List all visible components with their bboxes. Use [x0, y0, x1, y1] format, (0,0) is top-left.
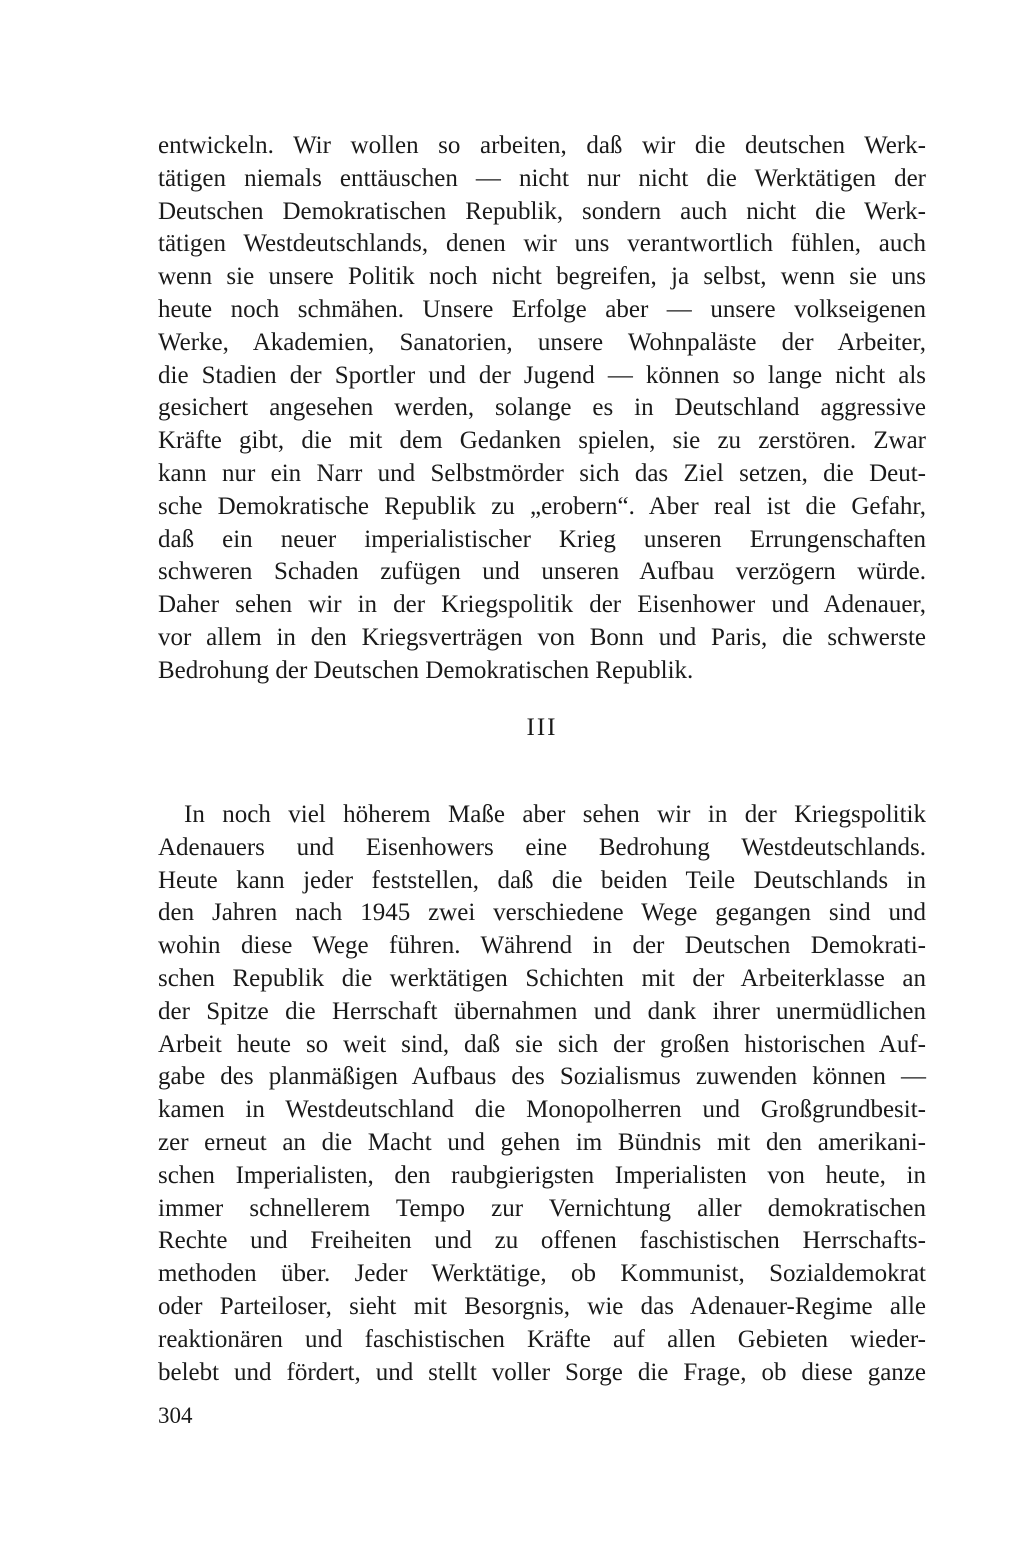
text-line: wenn sie unsere Politik noch nicht begreifen, ja selbst, wenn sie uns	[158, 263, 926, 291]
text-line: tätigen niemals enttäuschen — nicht nur nicht die Werktätigen der	[158, 164, 926, 192]
text-line: kamen in Westdeutschland die Monopolherren und Großgrundbesit-	[158, 1096, 926, 1124]
text-line: gesichert angesehen werden, solange es in Deutschland aggressive	[158, 394, 926, 422]
text-line: oder Parteiloser, sieht mit Besorgnis, wie das Adenauer-Regime alle	[158, 1292, 926, 1320]
page-number: 304	[158, 1403, 193, 1428]
text-line: sche Demokratische Republik zu „erobern“. Aber real ist die Gefahr,	[158, 492, 926, 520]
text-line: schen Imperialisten, den raubgierigsten Imperialisten von heute, in	[158, 1161, 926, 1189]
text-line: wohin diese Wege führen. Während in der Deutschen Demokrati-	[158, 932, 926, 960]
text-line: reaktionären und faschistischen Kräfte auf allen Gebieten wieder-	[158, 1325, 926, 1353]
text-line: daß ein neuer imperialistischer Krieg unseren Errungenschaften	[158, 525, 926, 553]
text-line: Kräfte gibt, die mit dem Gedanken spielen, sie zu zerstören. Zwar	[158, 427, 926, 455]
text-line: schen Republik die werktätigen Schichten mit der Arbeiterklasse an	[158, 964, 926, 992]
text-line: Heute kann jeder feststellen, daß die beiden Teile Deutschlands in	[158, 866, 926, 894]
text-line: die Stadien der Sportler und der Jugend — können so lange nicht als	[158, 361, 926, 389]
text-line: belebt und fördert, und stellt voller Sorge die Frage, ob diese ganze	[158, 1358, 926, 1386]
text-line: der Spitze die Herrschaft übernahmen und dank ihrer unermüdlichen	[158, 997, 926, 1025]
text-line: methoden über. Jeder Werktätige, ob Kommunist, Sozialdemokrat	[158, 1260, 926, 1288]
paragraph-1	[158, 130, 926, 688]
text-line: heute noch schmähen. Unsere Erfolge aber — unsere volkseigenen	[158, 295, 926, 323]
text-line: Daher sehen wir in der Kriegspolitik der Eisenhower und Adenauer,	[158, 591, 926, 619]
text-line: Werke, Akademien, Sanatorien, unsere Wohnpaläste der Arbeiter,	[158, 328, 926, 356]
text-line: schweren Schaden zufügen und unseren Aufbau verzögern würde.	[158, 558, 926, 586]
text-line: Rechte und Freiheiten und zu offenen faschistischen Herrschafts-	[158, 1227, 926, 1255]
text-line: kann nur ein Narr und Selbstmörder sich das Ziel setzen, die Deut-	[158, 459, 926, 487]
text-line: zer erneut an die Macht und gehen im Bündnis mit den amerikani-	[158, 1128, 926, 1156]
text-line: tätigen Westdeutschlands, denen wir uns verantwortlich fühlen, auch	[158, 230, 926, 258]
section-heading: III	[526, 714, 558, 741]
text-line: Arbeit heute so weit sind, daß sie sich der großen historischen Auf-	[158, 1030, 926, 1058]
paragraph-2	[158, 799, 926, 1389]
text-line: immer schnellerem Tempo zur Vernichtung aller demokratischen	[158, 1194, 926, 1222]
text-line: Bedrohung der Deutschen Demokratischen Republik.	[158, 656, 694, 684]
text-line: Adenauers und Eisenhowers eine Bedrohung Westdeutschlands.	[158, 833, 926, 861]
text-line: vor allem in den Kriegsverträgen von Bonn und Paris, die schwerste	[158, 623, 926, 651]
text-line: gabe des planmäßigen Aufbaus des Sozialismus zuwenden können —	[158, 1063, 926, 1091]
text-line: entwickeln. Wir wollen so arbeiten, daß wir die deutschen Werk-	[158, 132, 926, 159]
text-line: den Jahren nach 1945 zwei verschiedene Wege gegangen sind und	[158, 899, 926, 927]
text-line: Deutschen Demokratischen Republik, sondern auch nicht die Werk-	[158, 197, 926, 225]
text-line: In noch viel höherem Maße aber sehen wir in der Kriegspolitik	[184, 801, 926, 828]
